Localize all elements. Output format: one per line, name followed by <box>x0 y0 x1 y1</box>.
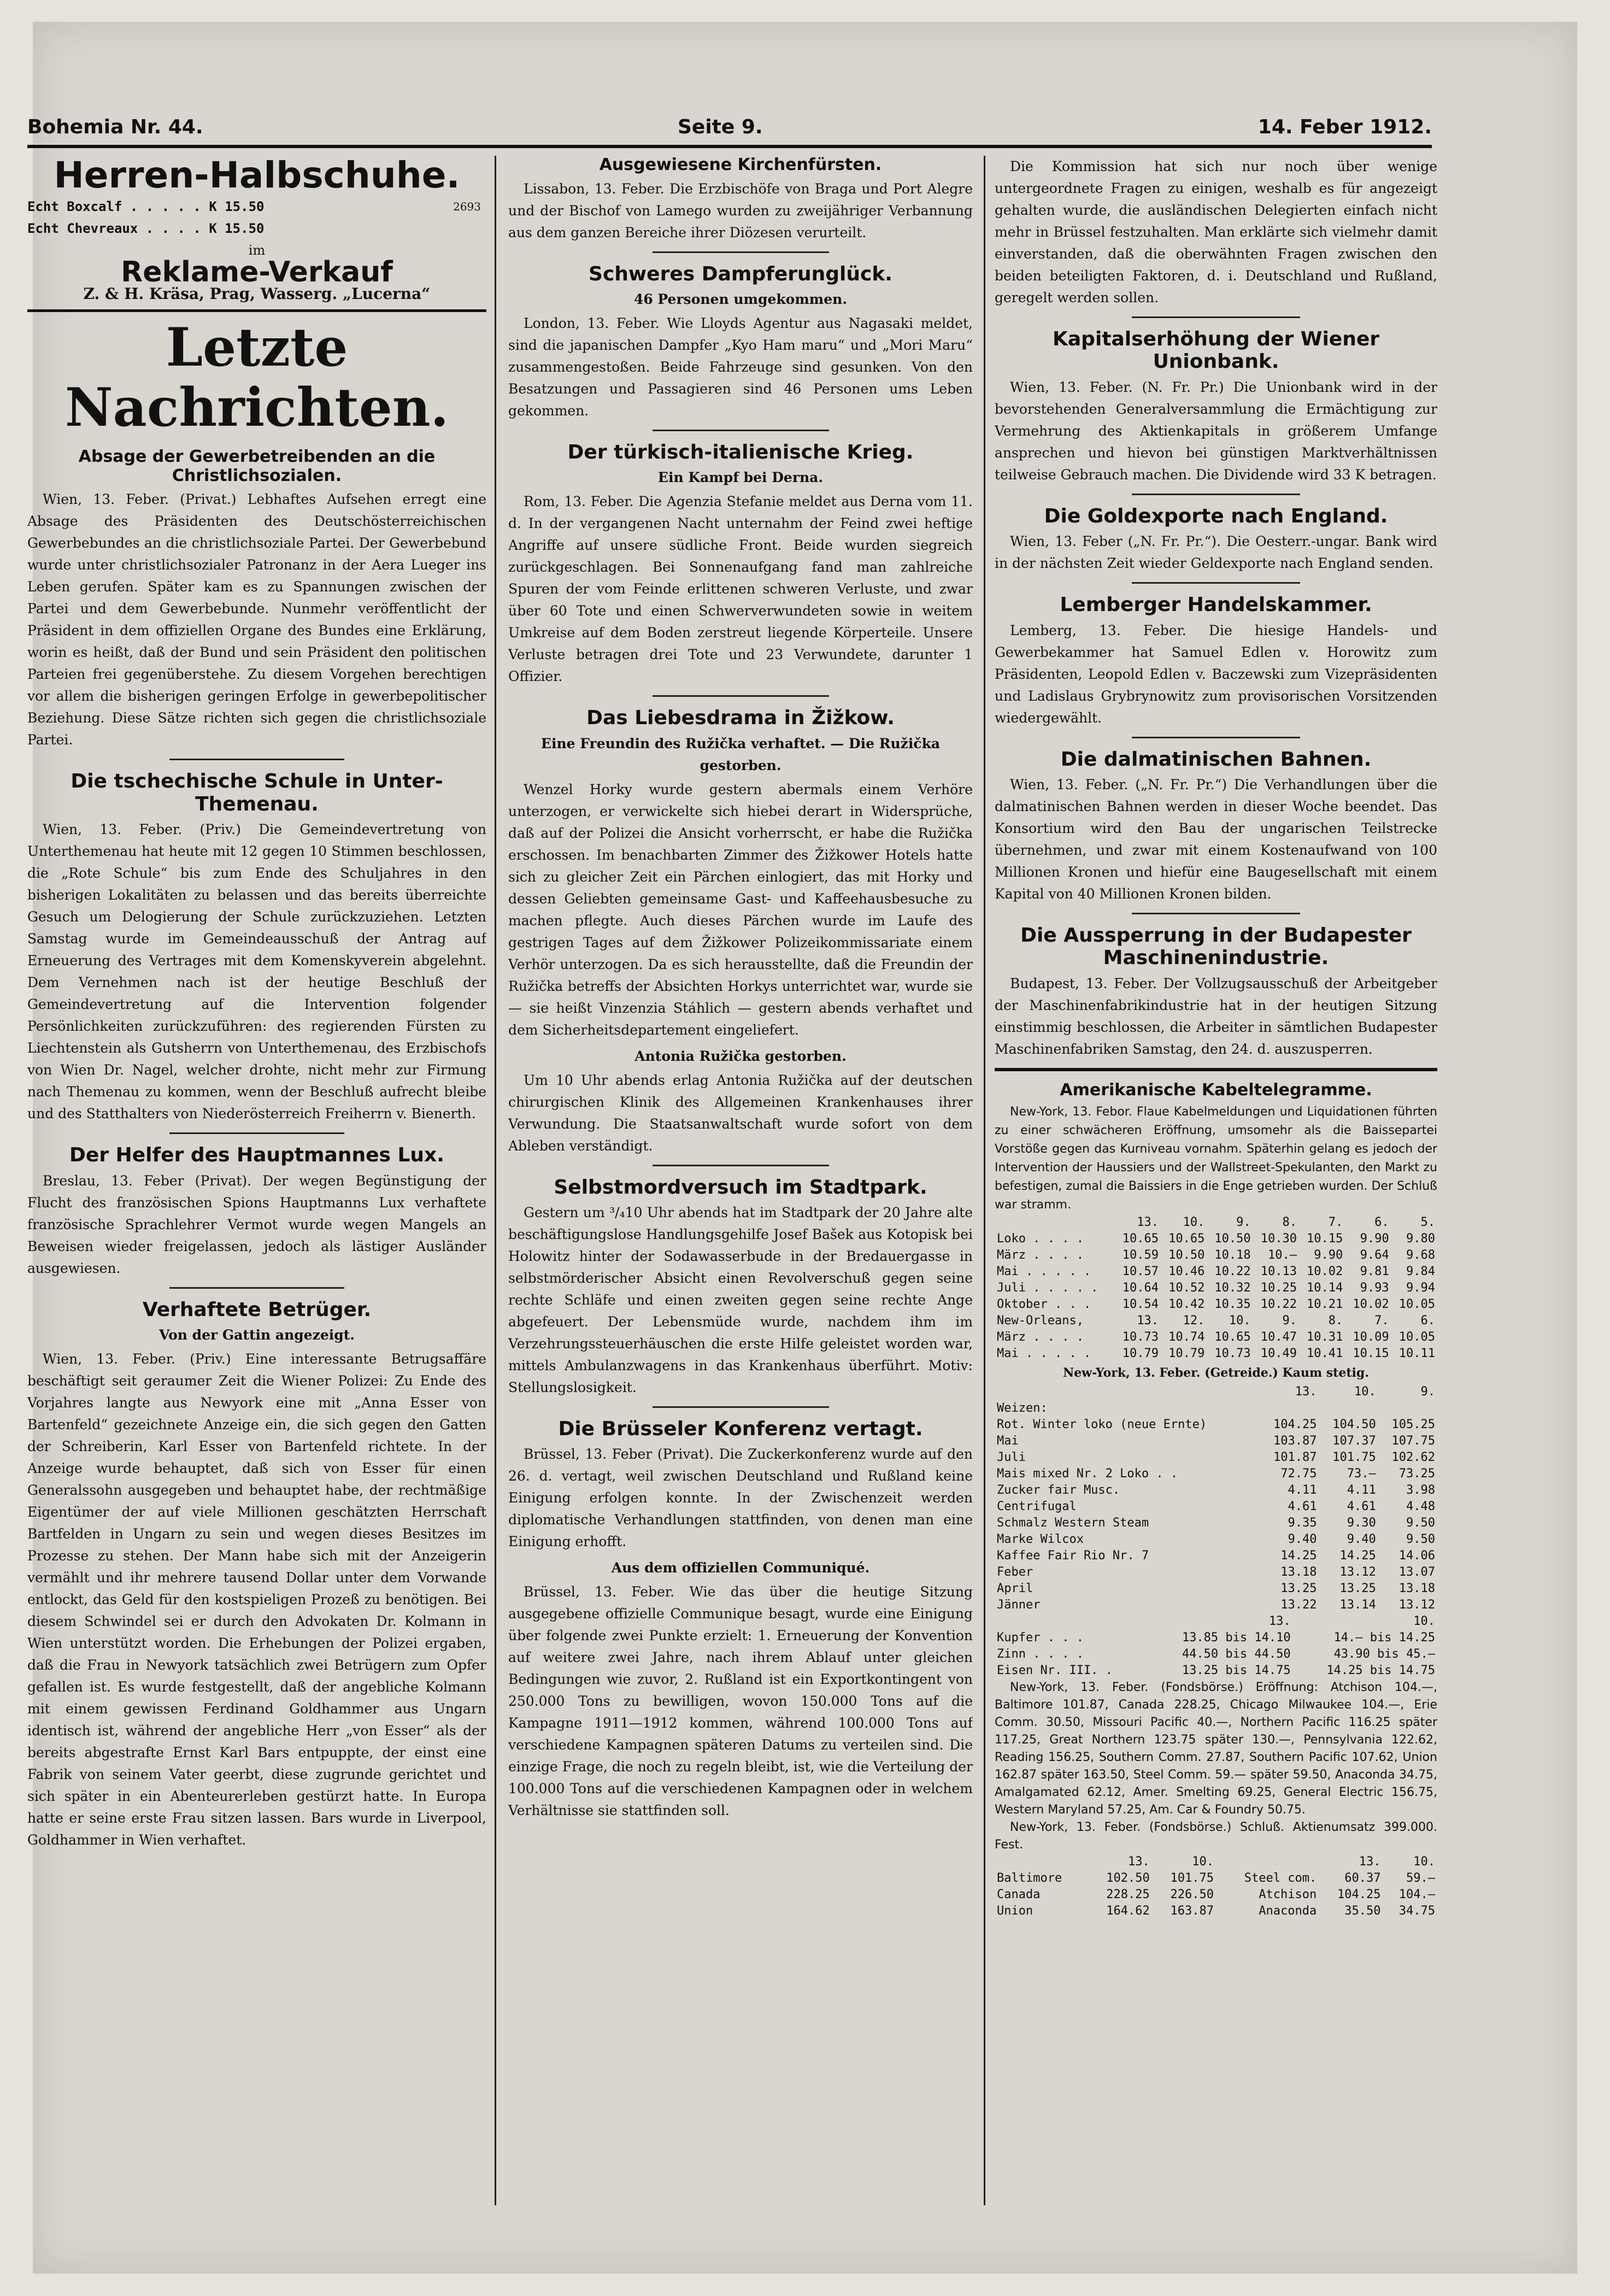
section-title: Letzte Nachrichten. <box>64 316 449 438</box>
grain-table <box>995 1384 1437 1613</box>
table-row <box>995 1499 1437 1515</box>
separator <box>1132 494 1300 495</box>
table-cell: 13. <box>1137 1314 1159 1328</box>
separator <box>653 1406 829 1408</box>
table-row <box>995 1548 1437 1564</box>
table-cell: 9.90 <box>1360 1232 1389 1246</box>
table-cell: 102.50 <box>1106 1871 1150 1886</box>
table-row <box>995 1313 1437 1329</box>
table-cell: Kupfer . . . <box>997 1631 1084 1645</box>
table-cell: April <box>997 1582 1033 1596</box>
table-cell: 13.12 <box>1339 1565 1376 1579</box>
table-cell: 14.06 <box>1399 1549 1435 1563</box>
article-title: Selbstmordversuch im Stadtpark. <box>554 1176 927 1199</box>
table-cell: 72.75 <box>1280 1467 1317 1481</box>
table-row <box>995 1466 1437 1482</box>
table-cell: 104.— <box>1399 1888 1435 1902</box>
section-rule <box>995 1068 1437 1071</box>
ad-code: 2693 <box>453 199 481 213</box>
table-cell: 10.73 <box>1214 1347 1251 1361</box>
article-body: Breslau, 13. Feber (Privat). Der wegen Begünstigung der Flucht des französischen Spions Hauptmanns Lux verhaftete französische Sprachlehrer Vermot wurde wegen Mangels an Beweisen wieder freigelassen, jedoch als lästiger Ausländer ausgewiesen. <box>27 1172 486 1276</box>
table-cell <box>995 1854 1088 1870</box>
table-cell: 14.25 <box>1339 1549 1376 1563</box>
table-cell: Marke Wilcox <box>997 1532 1084 1547</box>
article-title: Amerikanische Kabeltelegramme. <box>1060 1080 1372 1100</box>
table-cell: 10.50 <box>1214 1232 1251 1246</box>
table-cell: 9.80 <box>1406 1232 1435 1246</box>
table-cell: 10.54 <box>1122 1297 1159 1312</box>
article-body: Die Kommission hat sich nur noch über wenige untergeordnete Fragen zu einigen, weshalb es für angezeigt gehalten wurde, die ausländischen Delegierten einfach nicht mehr in Brüssel festzuhalten. Man erklärte sich vielmehr damit einverstanden, daß die oberwähnten Fragen zwischen den beiden beteiligten Faktoren, d. i. Deutschland und Rußland, geregelt werden sollen. <box>995 158 1437 306</box>
table-row <box>995 1903 1437 1919</box>
article-body: Brüssel, 13. Feber (Privat). Die Zuckerkonferenz wurde auf den 26. d. vertagt, weil zwischen Deutschland und Rußland keine Einigung erfolgen konnte. In der Zwischenzeit werden diplomatische Verhandlungen stattfinden, von denen man eine Einigung erhofft. <box>508 1446 973 1550</box>
article-body: Lissabon, 13. Feber. Die Erzbischöfe von Braga und Port Alegre und der Bischof von Lamego wurden zu zweijähriger Verbannung aus dem ganzen Bereiche ihrer Diözesen verurteilt. <box>508 180 973 240</box>
table-cell: Feber <box>997 1565 1033 1579</box>
article-body: Wien, 13. Feber. (Priv.) Eine interessante Betrugsaffäre beschäftigt seit geraumer Zeit die Wiener Polizei: Zu Ende des Vorjahres langte aus Newyork eine mit „Anna Esser von Bartenfeld“ gezeichnete Anzeige ein, die sich gegen den Gatten der Schreiberin, Karl Esser von Bartenfeld richtete. In der Anzeige wurde behauptet, daß sich von Esser für einen Generalssohn ausgegeben und behauptet habe, der rechtmäßige Eigentümer der auf viele Millionen geschätzten Herrschaft Bartfelden in Ungarn zu sein und wegen dieses Besitzes im Prozesse zu stehen. Der Mann habe sich mit der Anzeigerin vermählt und ihr mehrere tausend Dollar unter dem Vorwande entlockt, das Geld für den kostspieligen Prozeß zu benötigen. Bei diesem Schwindel sei er durch den Advokaten Dr. Kolmann in Wien unterstützt worden. Die Erhebungen der Polizei ergaben, daß die Frau in Newyork tatsächlich zwei Betrügern zum Opfer gefallen ist. Es wurde festgestellt, daß der angebliche Kolmann mit einem gewissen Ferdinand Goldhammer aus Ungarn identisch ist, während der angebliche Herr „von Esser“ als der bereits abgestrafte Ernst Karl Bars entpuppte, der einst eine Fabrik von seinem Vater geerbt, diese zugrunde gerichtet und sich später in ein Abenteurerleben gestürzt hatte. In Europa hatte er seine erste Frau sitzen lassen. Bars wurde in Liverpool, Goldhammer in Wien verhaftet. <box>27 1350 486 1848</box>
article-subtitle: Ein Kampf bei Derna. <box>657 469 824 486</box>
table-cell <box>995 1384 1260 1400</box>
table-cell: 10.— <box>1267 1248 1297 1262</box>
table-cell: März . . . . <box>997 1330 1084 1344</box>
article-title: Die Brüsseler Konferenz vertagt. <box>558 1418 923 1441</box>
table-cell <box>1260 1400 1319 1417</box>
table-cell: 10.21 <box>1307 1297 1343 1312</box>
separator <box>653 695 829 697</box>
table-cell: 10.41 <box>1307 1347 1343 1361</box>
table-cell: 13.18 <box>1280 1565 1317 1579</box>
table-cell: Eisen Nr. III. . <box>997 1664 1113 1678</box>
table-row <box>995 1346 1437 1362</box>
article-subtitle: Aus dem offiziellen Communiqué. <box>611 1560 870 1576</box>
table-cell: 10.25 <box>1260 1281 1297 1295</box>
article-body: Wien, 13. Feber. (Privat.) Lebhaftes Aufsehen erregt eine Absage des Präsidenten des Deutschösterreichischen Gewerbebundes an die christlichsoziale Partei. Der Gewerbebund wurde unter christlichsozialer Patronanz in der Aera Lueger ins Leben gerufen. Später kam es zu Spannungen zwischen der Partei und dem Gewerbebunde. Nunmehr veröffentlicht der Präsident in dem offiziellen Organe des Bundes eine Erklärung, worin es heißt, daß der Bund und sein Präsident den politischen Parteien frei gegenüberstehe. Zu diesem Vorgehen berechtigen vor allem die bisherigen geringen Erfolge in gewerbepolitischer Beziehung. Diese Sätze richten sich gegen die christlichsoziale Partei. <box>27 491 486 748</box>
article-title: Verhaftete Betrüger. <box>142 1298 372 1321</box>
separator <box>1132 316 1300 318</box>
table-cell <box>1216 1854 1319 1870</box>
table-cell: 10.49 <box>1260 1347 1297 1361</box>
table-row <box>995 1482 1437 1499</box>
separator <box>169 1287 344 1289</box>
separator <box>1132 582 1300 584</box>
table-cell: 9. <box>1282 1314 1297 1328</box>
table-cell: März . . . . <box>997 1248 1084 1262</box>
table-cell: 9. <box>1236 1215 1251 1230</box>
table-cell: 3.98 <box>1406 1483 1435 1498</box>
table-cell: 164.62 <box>1106 1904 1150 1918</box>
table-cell <box>1319 1400 1378 1417</box>
table-cell: 107.37 <box>1332 1434 1376 1448</box>
article-body: Um 10 Uhr abends erlag Antonia Ružička auf der deutschen chirurgischen Klinik des Allgemeinen Krankenhauses ihrer Verwundung. Die Staatsanwaltschaft wurde sofort von dem Ableben verständigt. <box>508 1072 973 1154</box>
table-cell: 9. <box>1420 1385 1435 1399</box>
table-cell: 13.12 <box>1399 1598 1435 1612</box>
table-cell: 9.94 <box>1406 1281 1435 1295</box>
table-cell: 226.50 <box>1170 1888 1214 1902</box>
table-cell: 107.75 <box>1391 1434 1435 1448</box>
table-cell: 10.79 <box>1168 1347 1205 1361</box>
table-cell: 10.73 <box>1122 1330 1159 1344</box>
table-cell: 4.11 <box>1347 1483 1376 1498</box>
article-title: Ausgewiesene Kirchenfürsten. <box>599 156 882 174</box>
table-cell: 10.65 <box>1122 1232 1159 1246</box>
table-cell: Zinn . . . . <box>997 1647 1084 1661</box>
table-cell: 4.61 <box>1288 1500 1317 1514</box>
table-cell: 9.50 <box>1406 1532 1435 1547</box>
table-cell: 13.07 <box>1399 1565 1435 1579</box>
table-row <box>995 1280 1437 1296</box>
table-cell: 10.35 <box>1214 1297 1251 1312</box>
article-body: Rom, 13. Feber. Die Agenzia Stefanie meldet aus Derna vom 11. d. In der vergangenen Nacht unternahm der Feind zwei heftige Angriffe auf unsere südliche Front. Beide wurden siegreich zurückgeschlagen. Bei Sonnenaufgang fand man zahlreiche Spuren der vom Feinde erlittenen schweren Verluste, und zwar über 60 Tote und einen Schwerverwundeten sowie in weitem Umkreise auf dem Boden zerstreut liegende Körperteile. Unsere Verluste betragen drei Tote und 23 Verwundete, darunter 1 Offizier. <box>508 494 973 685</box>
ad-price-chevreaux: Echt Chevreaux . . . . K 15.50 <box>27 220 265 236</box>
table-cell: 104.25 <box>1337 1888 1381 1902</box>
table-row <box>995 1417 1437 1433</box>
table-cell: 10. <box>1413 1855 1435 1869</box>
table-cell: 10.50 <box>1168 1248 1205 1262</box>
table-cell: 4.61 <box>1347 1500 1376 1514</box>
table-cell: 10.65 <box>1168 1232 1205 1246</box>
table-cell: Zucker fair Musc. <box>997 1483 1120 1498</box>
stocks-report: New-York, 13. Feber. (Fondsbörse.) Eröffnung: Atchison 104.—, Baltimore 101.87, Canada 228.25, Chicago Milwaukee 104.—, Erie Comm. 30.50, Missouri Pacific 40.—, Northern Pacific 116.25 später 117.25, Great Northern 123.75 später 130.—, Pennsylvania 122.62, Reading 156.25, Southern Comm. 27.87, Southern Pacific 107.62, Union 162.87 später 163.50, Steel Comm. 59.— später 59.50, Anaconda 34.75, Amalgamated 62.12, Amer. Smelting 69.25, General Electric 156.75, Western Maryland 57.25, Am. Car & Foundry 50.75. <box>995 1681 1437 1817</box>
table-cell: 8. <box>1282 1215 1297 1230</box>
header-page: Seite 9. <box>678 116 763 138</box>
ad-firm: Z. & H. Kräsa, Prag, Wasserg. „Lucerna“ <box>83 284 431 303</box>
table-cell: 10.59 <box>1122 1248 1159 1262</box>
table-cell: 9.81 <box>1360 1265 1389 1279</box>
article-body: Wenzel Horky wurde gestern abermals einem Verhöre unterzogen, er verwickelte sich hiebei derart in Widersprüche, daß auf der Polizei die Ansicht vorherrscht, er habe die Ružička erschossen. Im benachbarten Zimmer des Žižkower Hotels hatte sich zu gleicher Zeit ein Pärchen einlogiert, das mit Horky und dessen Geliebten gemeinsame Gast- und Kaffeehausbesuche zu machen pflegte. Auch dieses Pärchen wurde im Laufe des gestrigen Tages auf dem Žižkower Polizeikommissariate einem Verhör unterzogen. Da es sich herausstellte, daß die Freundin der Ružička betreffs der Absichten Horkys unterrichtet war, wurde sie — sie heißt Vinzenzia Stáhlich — gestern abends verhaftet und dem Sicherheitsdepartement eingeliefert. <box>508 781 973 1038</box>
table-cell: 163.87 <box>1170 1904 1214 1918</box>
table-cell: 13. <box>1128 1855 1150 1869</box>
article-title: Der türkisch-italienische Krieg. <box>567 441 914 463</box>
table-cell: 10.18 <box>1214 1248 1251 1262</box>
article-body: Brüssel, 13. Feber. Wie das über die heutige Sitzung ausgegebene offizielle Communique besagt, wurde eine Einigung über folgende zwei Punkte erzielt: 1. Erneuerung der Konvention auf weitere zwei Jahre, nach ihrem Ablauf unter gleichen Bedingungen wie zuvor, 2. Rußland ist ein Exportkontingent von 250.000 Tons zu bewilligen, wovon 150.000 Tons auf die Kampagne 1911—1912 kommen, während 100.000 Tons auf verschiedene Kampagnen späteren Datums zu verteilen sind. Die einzige Frage, die noch zu regeln bleibt, ist, wie die Verteilung der 100.000 Tons auf die verschiedenen Kampagnen oder in welchem Verhältnisse sie stattfinden soll. <box>508 1584 973 1819</box>
table-cell: 10.05 <box>1399 1330 1435 1344</box>
table-cell: 10.74 <box>1168 1330 1205 1344</box>
table-cell: 10.22 <box>1214 1265 1251 1279</box>
table-cell: 13. <box>1268 1614 1291 1629</box>
table-cell: 8. <box>1328 1314 1343 1328</box>
table-row <box>995 1581 1437 1597</box>
table-cell: 10.02 <box>1353 1297 1389 1312</box>
advertisement <box>27 156 486 312</box>
table-row <box>995 1630 1437 1646</box>
table-cell: 7. <box>1374 1314 1389 1328</box>
table-cell: 43.90 bis 45.— <box>1333 1647 1435 1661</box>
metals-table <box>995 1613 1437 1679</box>
table-cell: 10.15 <box>1307 1232 1343 1246</box>
table-cell: 35.50 <box>1344 1904 1381 1918</box>
table-cell: 59.— <box>1406 1871 1435 1886</box>
table-cell: 10.05 <box>1399 1297 1435 1312</box>
table-cell: Schmalz Western Steam <box>997 1516 1149 1530</box>
table-cell: 6. <box>1420 1314 1435 1328</box>
table-row <box>995 1449 1437 1466</box>
table-cell: Mai . . . . . <box>997 1347 1091 1361</box>
separator <box>169 759 344 760</box>
ad-im: im <box>248 242 266 258</box>
table-row <box>995 1433 1437 1449</box>
table-cell: 10.79 <box>1122 1347 1159 1361</box>
table-cell: 10.64 <box>1122 1281 1159 1295</box>
article-body: Wien, 13. Feber. (Priv.) Die Gemeindevertretung von Unterthemenau hat heute mit 12 gegen 10 Stimmen beschlossen, die „Rote Schule“ bis zum Ende des Schuljahres in den bisherigen Lokalitäten zu belassen und das bereits überreichte Gesuch um Delogierung der Schule zurückzuziehen. Letzten Samstag wurde im Gemeindeausschuß der Antrag auf Erneuerung des Vertrages mit dem Komenskyverein abgelehnt. Dem Vernehmen nach ist der heutige Beschluß der Gemeindevertretung auf die Intervention folgender Persönlichkeiten zurückzuführen: des regierenden Fürsten zu Liechtenstein als Gutsherrn von Unterthemenau, des Erzbischofs von Wien Dr. Nagel, welcher drohte, nicht mehr zur Firmung nach Themenau zu kommen, wenn der Beschluß aufrecht bleibe und des Statthalters von Niederösterreich Freiherrn v. Bienerth. <box>27 821 486 1122</box>
table-cell: Union <box>997 1904 1033 1918</box>
table-cell: Jänner <box>997 1598 1041 1612</box>
table-cell: 13.85 bis 14.10 <box>1182 1631 1291 1645</box>
table-cell: 10.31 <box>1307 1330 1343 1344</box>
table-cell: 101.87 <box>1273 1451 1317 1465</box>
separator <box>653 430 829 431</box>
article-body: London, 13. Feber. Wie Lloyds Agentur aus Nagasaki meldet, sind die japanischen Dampfer „Kyo Ham maru“ und „Mori Maru“ zusammengestoßen. Beide Fahrzeuge sind gesunken. Von den Besatzungen und Passagieren sind 46 Personen ums Leben gekommen. <box>508 315 973 419</box>
table-cell: Juli . . . . . <box>997 1281 1098 1295</box>
article-body: Wien, 13. Feber. (N. Fr. Pr.) Die Unionbank wird in der bevorstehenden Generalversammlung die Ermächtigung zur Vermehrung des Aktienkapitals in größerem Umfange ansprechen und hievon bei günstigen Marktverhältnissen teilweise Gebrauch machen. Die Dividende wird 33 K betragen. <box>995 379 1437 483</box>
table-cell: 10. <box>1183 1215 1205 1230</box>
table-cell: Steel com. <box>1244 1871 1317 1886</box>
table-cell: 9.35 <box>1288 1516 1317 1530</box>
table-row <box>995 1646 1437 1663</box>
table-row <box>995 1329 1437 1346</box>
table-cell: 13. <box>1295 1385 1317 1399</box>
table-cell: Weizen: <box>997 1401 1048 1416</box>
table-cell: 9.68 <box>1406 1248 1435 1262</box>
stocks-table <box>995 1854 1437 1919</box>
article-subtitle: Antonia Ružička gestorben. <box>634 1048 847 1064</box>
stocks-close: New-York, 13. Feber. (Fondsbörse.) Schluß. Aktienumsatz 399.000. Fest. <box>995 1821 1437 1852</box>
separator <box>1132 913 1300 914</box>
table-cell: 13. <box>1137 1215 1159 1230</box>
table-cell: Oktober . . . <box>997 1297 1091 1312</box>
table-cell: 10. <box>1354 1385 1376 1399</box>
table-header-row <box>995 1384 1437 1400</box>
table-cell: 10.22 <box>1260 1297 1297 1312</box>
table-cell: 101.75 <box>1170 1871 1214 1886</box>
table-cell: Kaffee Fair Rio Nr. 7 <box>997 1549 1149 1563</box>
article-title: Der Helfer des Hauptmannes Lux. <box>69 1144 444 1167</box>
table-cell: 4.11 <box>1288 1483 1317 1498</box>
table-cell: 10.30 <box>1260 1232 1297 1246</box>
table-cell: 228.25 <box>1106 1888 1150 1902</box>
table-cell: 101.75 <box>1332 1451 1376 1465</box>
table-cell: Anaconda <box>1259 1904 1317 1918</box>
table-cell: Juli <box>997 1451 1026 1465</box>
table-cell: 44.50 bis 44.50 <box>1182 1647 1291 1661</box>
table-header-row <box>995 1854 1437 1870</box>
column-2 <box>508 156 973 2222</box>
table-cell: 9.40 <box>1288 1532 1317 1547</box>
table-cell: 9.90 <box>1314 1248 1343 1262</box>
table-cell: 13. <box>1359 1855 1381 1869</box>
table-cell: 13.25 <box>1339 1582 1376 1596</box>
table-cell: 34.75 <box>1399 1904 1435 1918</box>
table-cell: 10.57 <box>1122 1265 1159 1279</box>
grain-title: New-York, 13. Feber. (Getreide.) Kaum stetig. <box>1063 1366 1369 1381</box>
table-cell: 14.— bis 14.25 <box>1333 1631 1435 1645</box>
article-body: Wien, 13. Feber. („N. Fr. Pr.“) Die Verhandlungen über die dalmatinischen Bahnen werden in dieser Woche beendet. Das Konsortium wird den Bau der ungarischen Teilstrecke übernehmen, und zwar mit einem Kostenaufwand von 100 Millionen Kronen und hiefür eine Baugesellschaft mit einem Kapital von 40 Millionen Kronen bilden. <box>995 776 1437 902</box>
article-title: Kapitalserhöhung der Wiener Unionbank. <box>1052 328 1380 373</box>
cotton-table <box>995 1214 1437 1362</box>
table-cell: 10. <box>1413 1614 1435 1629</box>
table-cell: 104.25 <box>1273 1418 1317 1432</box>
table-cell: 4.48 <box>1406 1500 1435 1514</box>
table-cell: 7. <box>1328 1215 1343 1230</box>
table-cell: 104.50 <box>1332 1418 1376 1432</box>
article-subtitle: 46 Personen umgekommen. <box>633 291 848 307</box>
article-subtitle: Eine Freundin des Ružička verhaftet. — Die Ružička gestorben. <box>540 735 941 773</box>
article-title: Das Liebesdrama in Žižkow. <box>586 707 895 730</box>
table-header-row <box>995 1214 1437 1231</box>
table-cell: 9.30 <box>1347 1516 1376 1530</box>
article-body: New-York, 13. Febor. Flaue Kabelmeldungen und Liquidationen führten zu einer schwächeren Eröffnung, umsomehr als die Baissepartei Vorstöße gegen das Kurniveau vornahm. Späterhin gelang es jedoch der Intervention der Haussiers und der Wallstreet-Spekulanten, den Markt zu befestigen, zumal die Baissiers in die Enge getrieben wurden. Der Schluß war stramm. <box>995 1105 1437 1212</box>
table-cell: 5. <box>1420 1215 1435 1230</box>
table-cell: Rot. Winter loko (neue Ernte) <box>997 1418 1207 1432</box>
ad-reklame: Reklame-Verkauf <box>121 255 393 289</box>
table-cell: Mai <box>997 1434 1019 1448</box>
table-cell: 9.93 <box>1360 1281 1389 1295</box>
table-cell: 10.46 <box>1168 1265 1205 1279</box>
table-cell: 73.— <box>1347 1467 1376 1481</box>
table-cell: 13.25 bis 14.75 <box>1182 1664 1291 1678</box>
table-cell: 9.84 <box>1406 1265 1435 1279</box>
article-title: Die Aussperrung in der Budapester Maschinenindustrie. <box>1020 924 1412 970</box>
article-body: Gestern um ³/₄10 Uhr abends hat im Stadtpark der 20 Jahre alte beschäftigungslose Handlungsgehilfe Josef Bašek aus Kotopisk bei Holowitz hinter der Sodawasserbude in der Bredauergasse in selbstmörderischer Absicht einen Revolverschuß gegen seine rechte Schläfe und einen zweiten gegen seine rechte Ange abgefeuert. Der Lebensmüde wurde, nachdem ihm im Verzehrungssteuerhäuschen die erste Hilfe geleistet worden war, mittels Ambulanzwagens in das Krankenhaus überführt. Motiv: Stellungslosigkeit. <box>508 1205 973 1396</box>
table-cell: 10.52 <box>1168 1281 1205 1295</box>
table-cell: Atchison <box>1259 1888 1317 1902</box>
article-title: Die dalmatinischen Bahnen. <box>1060 748 1372 771</box>
table-cell <box>995 1214 1115 1231</box>
table-cell: 10.02 <box>1307 1265 1343 1279</box>
table-cell: 10.09 <box>1353 1330 1389 1344</box>
table-row <box>995 1264 1437 1280</box>
table-row <box>995 1663 1437 1679</box>
column-rule <box>984 156 985 2205</box>
table-cell: 9.64 <box>1360 1248 1389 1262</box>
table-cell: 9.50 <box>1406 1516 1435 1530</box>
separator <box>1132 737 1300 738</box>
table-cell: 10.15 <box>1353 1347 1389 1361</box>
header-paper: Bohemia Nr. 44. <box>27 116 203 138</box>
table-cell: 10. <box>1229 1314 1251 1328</box>
table-row <box>995 1870 1437 1887</box>
table-row <box>995 1247 1437 1264</box>
article-title: Die Goldexporte nach England. <box>1044 504 1388 527</box>
table-cell: 13.22 <box>1280 1598 1317 1612</box>
table-row <box>995 1887 1437 1903</box>
table-cell: 10.32 <box>1214 1281 1251 1295</box>
table-cell: Mais mixed Nr. 2 Loko . . <box>997 1467 1178 1481</box>
table-cell: 10.14 <box>1307 1281 1343 1295</box>
table-cell: 10.47 <box>1260 1330 1297 1344</box>
page-header <box>27 85 1432 148</box>
table-cell: Loko . . . . <box>997 1232 1084 1246</box>
ad-price-boxcalf: Echt Boxcalf . . . . . K 15.50 <box>27 198 265 214</box>
table-row <box>995 1597 1437 1613</box>
article-title: Die tschechische Schule in Unter-Themenau. <box>70 770 443 815</box>
table-cell: 14.25 <box>1280 1549 1317 1563</box>
table-row <box>995 1400 1437 1417</box>
article-body: Lemberg, 13. Feber. Die hiesige Handels- und Gewerbekammer hat Samuel Edlen v. Horowitz zum Präsidenten, Leopold Edlen v. Baczewski zum Vizepräsidenten und Ladislaus Grybrynowitz zum provisorischen Vorsitzenden wiedergewählt. <box>995 622 1437 726</box>
table-cell: 12. <box>1183 1314 1205 1328</box>
table-cell <box>1378 1400 1437 1417</box>
table-cell: 9.40 <box>1347 1532 1376 1547</box>
separator <box>653 251 829 253</box>
table-cell: 13.25 <box>1280 1582 1317 1596</box>
table-cell: 14.25 bis 14.75 <box>1326 1664 1435 1678</box>
table-cell: 13.18 <box>1399 1582 1435 1596</box>
table-cell: 10.11 <box>1399 1347 1435 1361</box>
table-cell: 60.37 <box>1344 1871 1381 1886</box>
table-cell: 10. <box>1192 1855 1214 1869</box>
column-1 <box>27 156 486 2222</box>
table-cell: Baltimore <box>997 1871 1062 1886</box>
table-row <box>995 1564 1437 1581</box>
header-date: 14. Feber 1912. <box>1258 116 1432 138</box>
table-header-row <box>995 1613 1437 1630</box>
article-body: Budapest, 13. Feber. Der Vollzugsausschuß der Arbeitgeber der Maschinenfabrikindustrie hat in der heutigen Sitzung einstimmig beschlossen, die Arbeiter in sämtlichen Budapester Maschinenfabriken Samstag, den 24. d. auszusperren. <box>995 975 1437 1057</box>
table-cell: 10.42 <box>1168 1297 1205 1312</box>
ad-title: Herren-Halbschuhe. <box>54 156 460 196</box>
table-cell: Mai . . . . . <box>997 1265 1091 1279</box>
table-cell: 103.87 <box>1273 1434 1317 1448</box>
table-cell: 10.13 <box>1260 1265 1297 1279</box>
table-row <box>995 1515 1437 1531</box>
table-cell: Centrifugal <box>997 1500 1077 1514</box>
column-rule <box>495 156 496 2205</box>
column-3 <box>995 156 1437 2222</box>
table-cell: Canada <box>997 1888 1041 1902</box>
table-cell <box>995 1613 1148 1630</box>
table-row <box>995 1296 1437 1313</box>
table-cell: 73.25 <box>1399 1467 1435 1481</box>
table-cell: 105.25 <box>1391 1418 1435 1432</box>
table-cell: 13.14 <box>1339 1598 1376 1612</box>
table-cell: 10.65 <box>1214 1330 1251 1344</box>
article-subtitle: Von der Gattin angezeigt. <box>158 1326 355 1343</box>
article-title: Schweres Dampferunglück. <box>589 262 892 285</box>
table-row <box>995 1531 1437 1548</box>
table-cell: New-Orleans, <box>997 1314 1084 1328</box>
article-body: Wien, 13. Feber („N. Fr. Pr.“). Die Oesterr.-ungar. Bank wird in der nächsten Zeit wieder Geldexporte nach England senden. <box>995 533 1437 572</box>
table-cell: 6. <box>1374 1215 1389 1230</box>
article-title: Lemberger Handelskammer. <box>1060 594 1372 616</box>
table-cell: 102.62 <box>1391 1451 1435 1465</box>
article-title: Absage der Gewerbetreibenden an die Christlichsozialen. <box>78 447 436 485</box>
separator <box>169 1132 344 1134</box>
separator <box>653 1165 829 1166</box>
table-row <box>995 1231 1437 1247</box>
